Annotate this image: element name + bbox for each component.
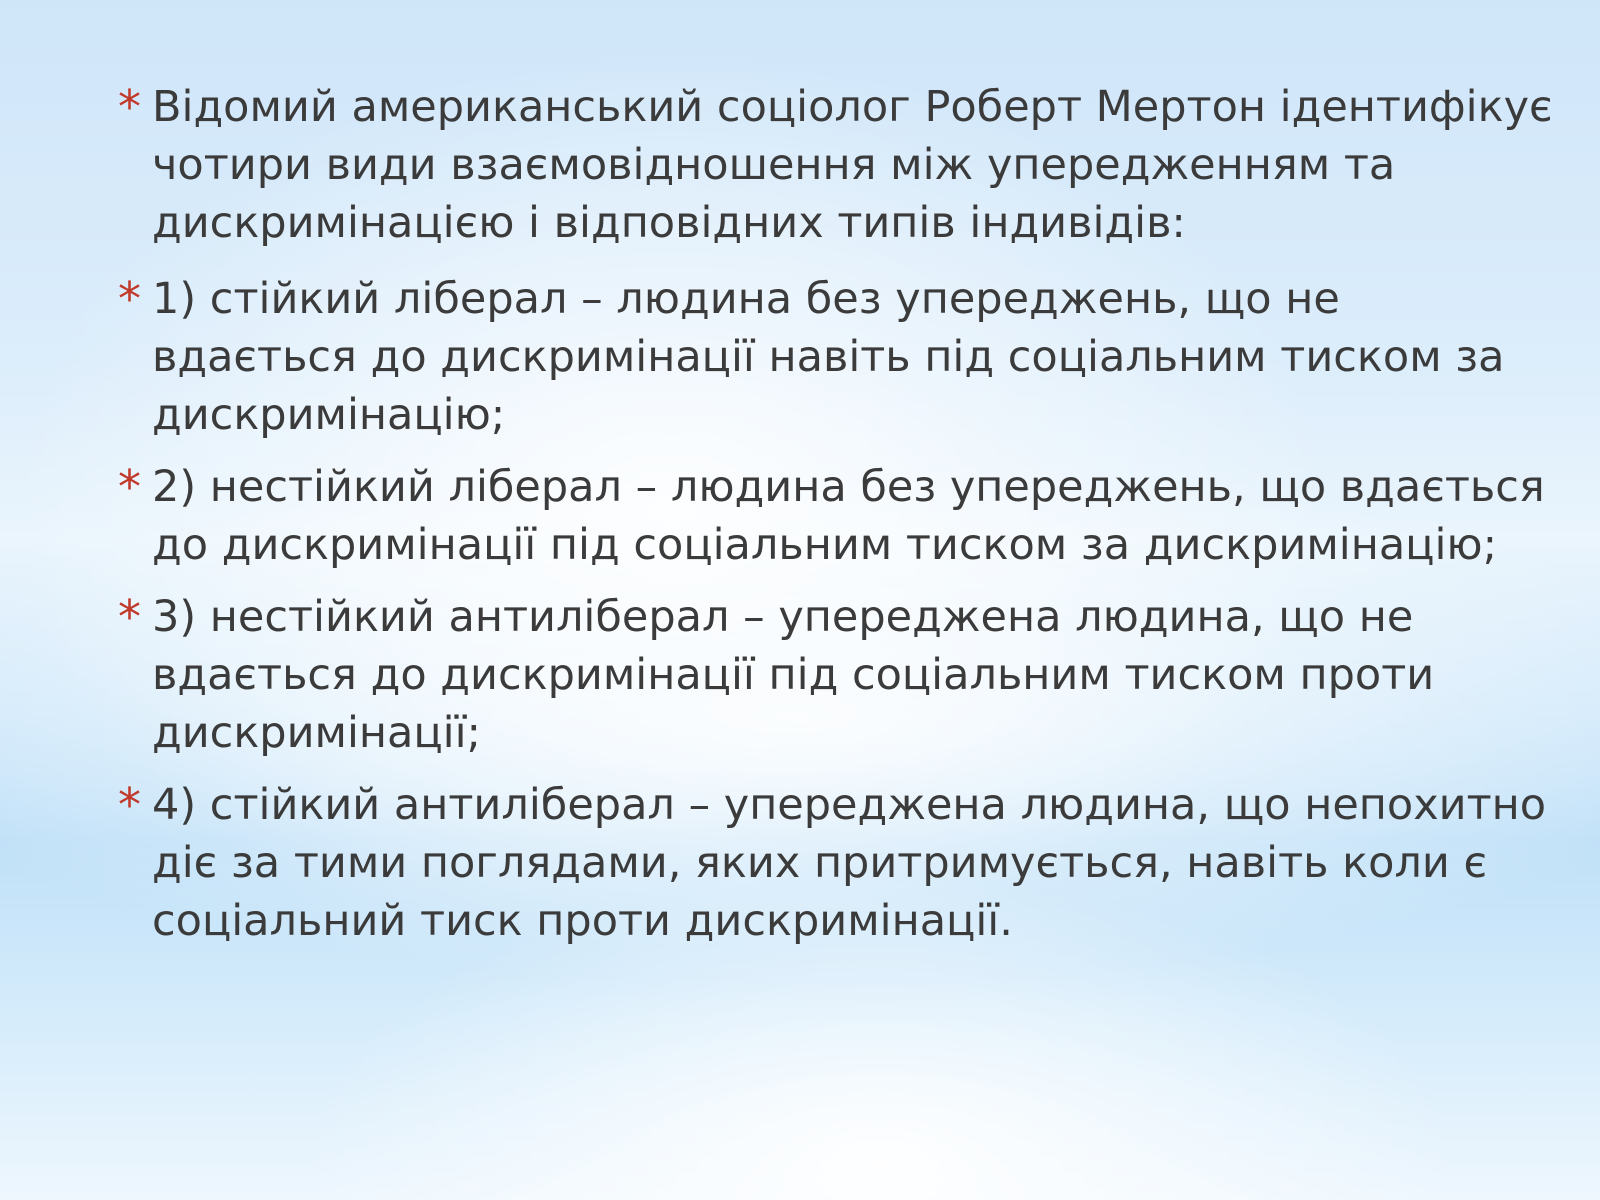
asterisk-bullet-icon: * <box>118 778 141 832</box>
bullet-text: Відомий американський соціолог Роберт Мертон ідентифікує чотири види взаємовідношення між упередженням та дискримінацією і відповідних типів індивідів: <box>152 82 1553 248</box>
asterisk-bullet-icon: * <box>118 272 141 326</box>
bullet-item-4 <box>118 776 1558 950</box>
bullet-item-intro <box>118 78 1558 252</box>
asterisk-bullet-icon: * <box>118 460 141 514</box>
asterisk-bullet-icon: * <box>118 590 141 644</box>
bullet-item-3 <box>118 588 1558 762</box>
bullet-text: 3) нестійкий антиліберал – упереджена людина, що не вдається до дискримінації під соціальним тиском проти дискримінації; <box>152 592 1435 758</box>
asterisk-bullet-icon: * <box>118 80 141 134</box>
bullet-item-2 <box>118 458 1558 574</box>
bullet-text: 2) нестійкий ліберал – людина без упереджень, що вдається до дискримінації під соціальним тиском за дискримінацію; <box>152 462 1545 570</box>
bullet-text: 1) стійкий ліберал – людина без упереджень, що не вдається до дискримінації навіть під соціальним тиском за дискримінацію; <box>152 274 1505 440</box>
bullet-list <box>118 78 1558 964</box>
bullet-text: 4) стійкий антиліберал – упереджена людина, що непохитно діє за тими поглядами, яких притримується, навіть коли є соціальний тиск проти дискримінації. <box>152 780 1547 946</box>
bullet-item-1 <box>118 270 1558 444</box>
